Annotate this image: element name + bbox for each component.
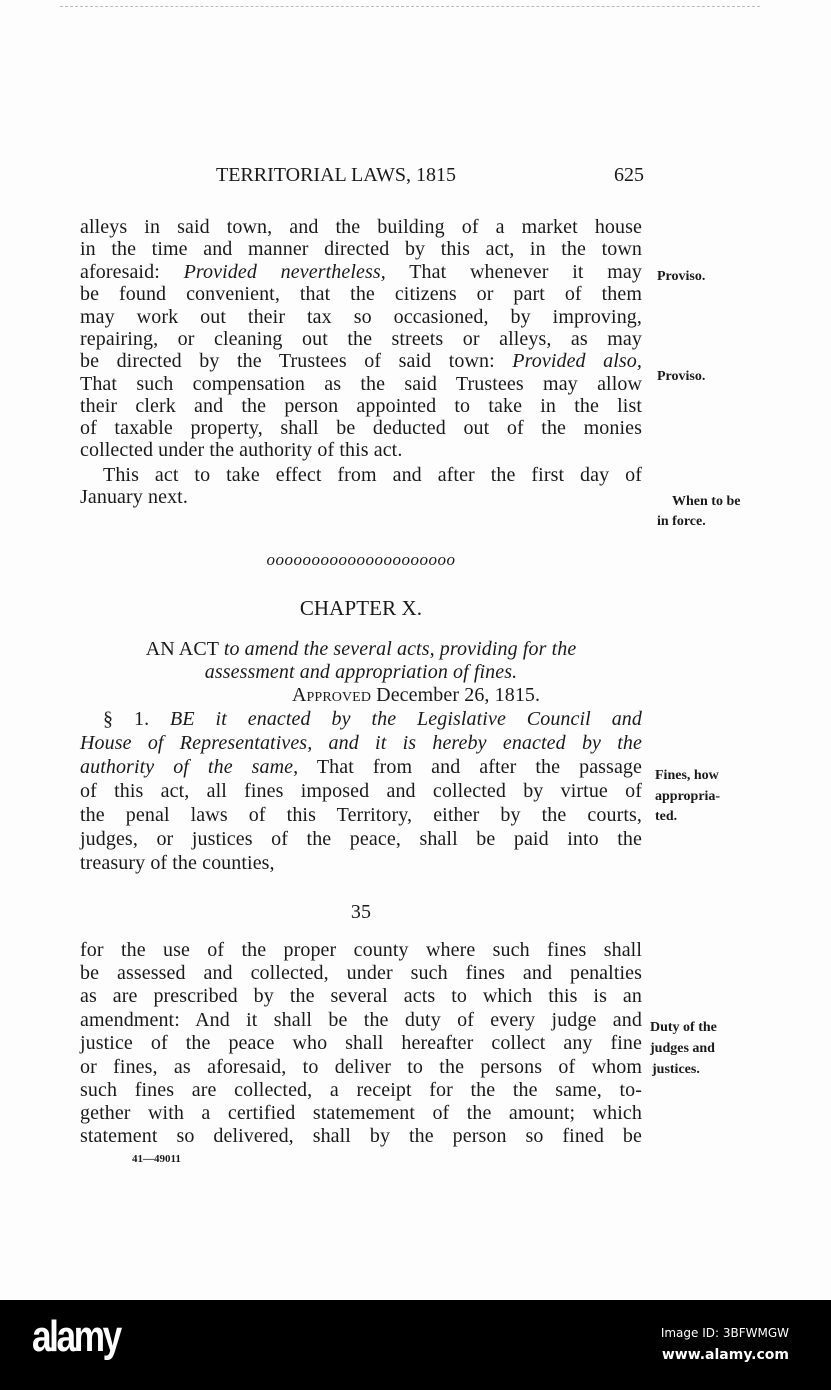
text-segment: gether with a certified statemement of the amount; which: [80, 1102, 642, 1124]
text-line: [80, 638, 642, 660]
text-segment: of taxable property, shall be deducted out of the monies: [80, 417, 642, 439]
text-segment: as are prescribed by the several acts to which this is an: [80, 985, 642, 1007]
text-line: [80, 328, 642, 350]
text-segment: their clerk and the person appointed to take in the list: [80, 395, 642, 417]
alamy-logo: alamy: [32, 1312, 120, 1361]
margin-note: justices.: [652, 1062, 700, 1077]
text-line: [80, 661, 642, 683]
text-line: [80, 852, 642, 874]
text-segment: collected under the authority of this act.: [80, 439, 403, 461]
text-segment: or fines, as aforesaid, to deliver to the persons of whom: [80, 1056, 642, 1078]
text-line: [80, 901, 642, 923]
text-segment: AN ACT: [145, 638, 224, 660]
margin-note: Duty of the: [650, 1020, 717, 1035]
watermark-bar: [0, 1300, 831, 1390]
text-line: [80, 549, 642, 571]
text-line: [80, 780, 642, 802]
text-line: [80, 962, 642, 984]
text-segment: CHAPTER X.: [299, 596, 423, 620]
text-segment: That whenever it may: [385, 261, 642, 283]
text-segment: of this act, all fines imposed and collected by virtue of: [80, 780, 642, 802]
text-segment: be found convenient, that the citizens or part of them: [80, 283, 642, 305]
text-line: [80, 1032, 642, 1054]
text-line: [80, 985, 642, 1007]
text-segment: may work out their tax so occasioned, by improving,: [80, 306, 642, 328]
text-segment: BE it enacted by the Legislative Council and: [170, 708, 642, 730]
text-line: [292, 684, 540, 706]
text-segment: in the time and manner directed by this act, in the town: [80, 238, 642, 260]
text-segment: justice of the peace who shall hereafter collect any fine: [80, 1032, 642, 1054]
text-segment: December 26, 1815.: [371, 684, 541, 706]
page-number: 625: [614, 164, 644, 186]
margin-note: in force.: [657, 514, 706, 529]
text-line: [80, 1102, 642, 1124]
text-segment: authority of the same,: [80, 756, 299, 778]
text-line: [80, 238, 642, 260]
text-line: [80, 732, 642, 754]
text-segment: § 1.: [103, 708, 171, 730]
text-segment: Provided nevertheless,: [183, 261, 386, 283]
text-segment: Approved: [292, 684, 372, 706]
text-segment: House of Representatives, and it is hereby enacted by the: [80, 732, 642, 754]
text-line: [80, 1056, 642, 1078]
text-line: [80, 283, 642, 305]
text-line: [80, 464, 642, 486]
text-line: [80, 756, 642, 778]
text-segment: amendment: And it shall be the duty of every judge and: [80, 1009, 642, 1031]
text-line: [80, 804, 642, 826]
text-segment: repairing, or cleaning out the streets or alleys, as may: [80, 328, 642, 350]
margin-note: judges and: [650, 1041, 715, 1056]
text-segment: to amend the several acts, providing for the: [223, 638, 577, 660]
watermark-url: www.alamy.com: [661, 1347, 789, 1363]
text-segment: alleys in said town, and the building of a market house: [80, 216, 642, 238]
text-segment: 35: [350, 901, 372, 923]
text-segment: That such compensation as the said Trustees may allow: [80, 373, 642, 395]
text-line: [80, 306, 642, 328]
text-segment: the penal laws of this Territory, either by the courts,: [80, 804, 642, 826]
margin-note: Proviso.: [657, 269, 706, 284]
text-line: [80, 597, 642, 619]
margin-note: ted.: [655, 809, 678, 824]
text-line: [80, 350, 642, 372]
text-line: [80, 417, 642, 439]
running-header: [216, 164, 644, 187]
text-line: [80, 708, 642, 730]
text-line: [80, 439, 642, 461]
margin-note: Fines, how: [655, 768, 719, 783]
text-line: [80, 1079, 642, 1101]
text-segment: This act to take effect from and after the first day of: [103, 464, 642, 486]
text-segment: That from and after the passage: [298, 756, 642, 778]
text-segment: treasury of the counties,: [80, 852, 275, 874]
text-line: [80, 1125, 642, 1147]
text-segment: judges, or justices of the peace, shall be paid into the: [80, 828, 642, 850]
text-segment: for the use of the proper county where such fines shall: [80, 939, 642, 961]
text-segment: ooooooooooooooooooooo: [266, 550, 456, 569]
text-line: [80, 1009, 642, 1031]
text-segment: aforesaid:: [80, 261, 184, 283]
text-line: [80, 216, 642, 238]
text-segment: January next.: [80, 486, 188, 508]
text-line: [80, 261, 642, 283]
margin-note: appropria-: [655, 789, 721, 804]
margin-note: Proviso.: [657, 369, 706, 384]
margin-note: When to be: [672, 494, 741, 509]
text-segment: be assessed and collected, under such fines and penalties: [80, 962, 642, 984]
text-line: [80, 486, 642, 508]
text-segment: Provided also,: [512, 350, 642, 372]
text-segment: such fines are collected, a receipt for the the same, to-: [80, 1079, 642, 1101]
text-segment: assessment and appropriation of fines.: [204, 661, 518, 683]
header-title: TERRITORIAL LAWS, 1815: [216, 164, 457, 186]
image-id: Image ID: 3BFWMGW: [660, 1326, 789, 1340]
text-line: [80, 828, 642, 850]
scan-edge-line: [60, 6, 760, 8]
text-line: [80, 395, 642, 417]
text-line: [80, 939, 642, 961]
text-segment: be directed by the Trustees of said town:: [80, 350, 513, 372]
printer-signature: 41—49011: [132, 1153, 181, 1165]
text-segment: statement so delivered, shall by the person so fined be: [80, 1125, 642, 1147]
text-line: [80, 373, 642, 395]
